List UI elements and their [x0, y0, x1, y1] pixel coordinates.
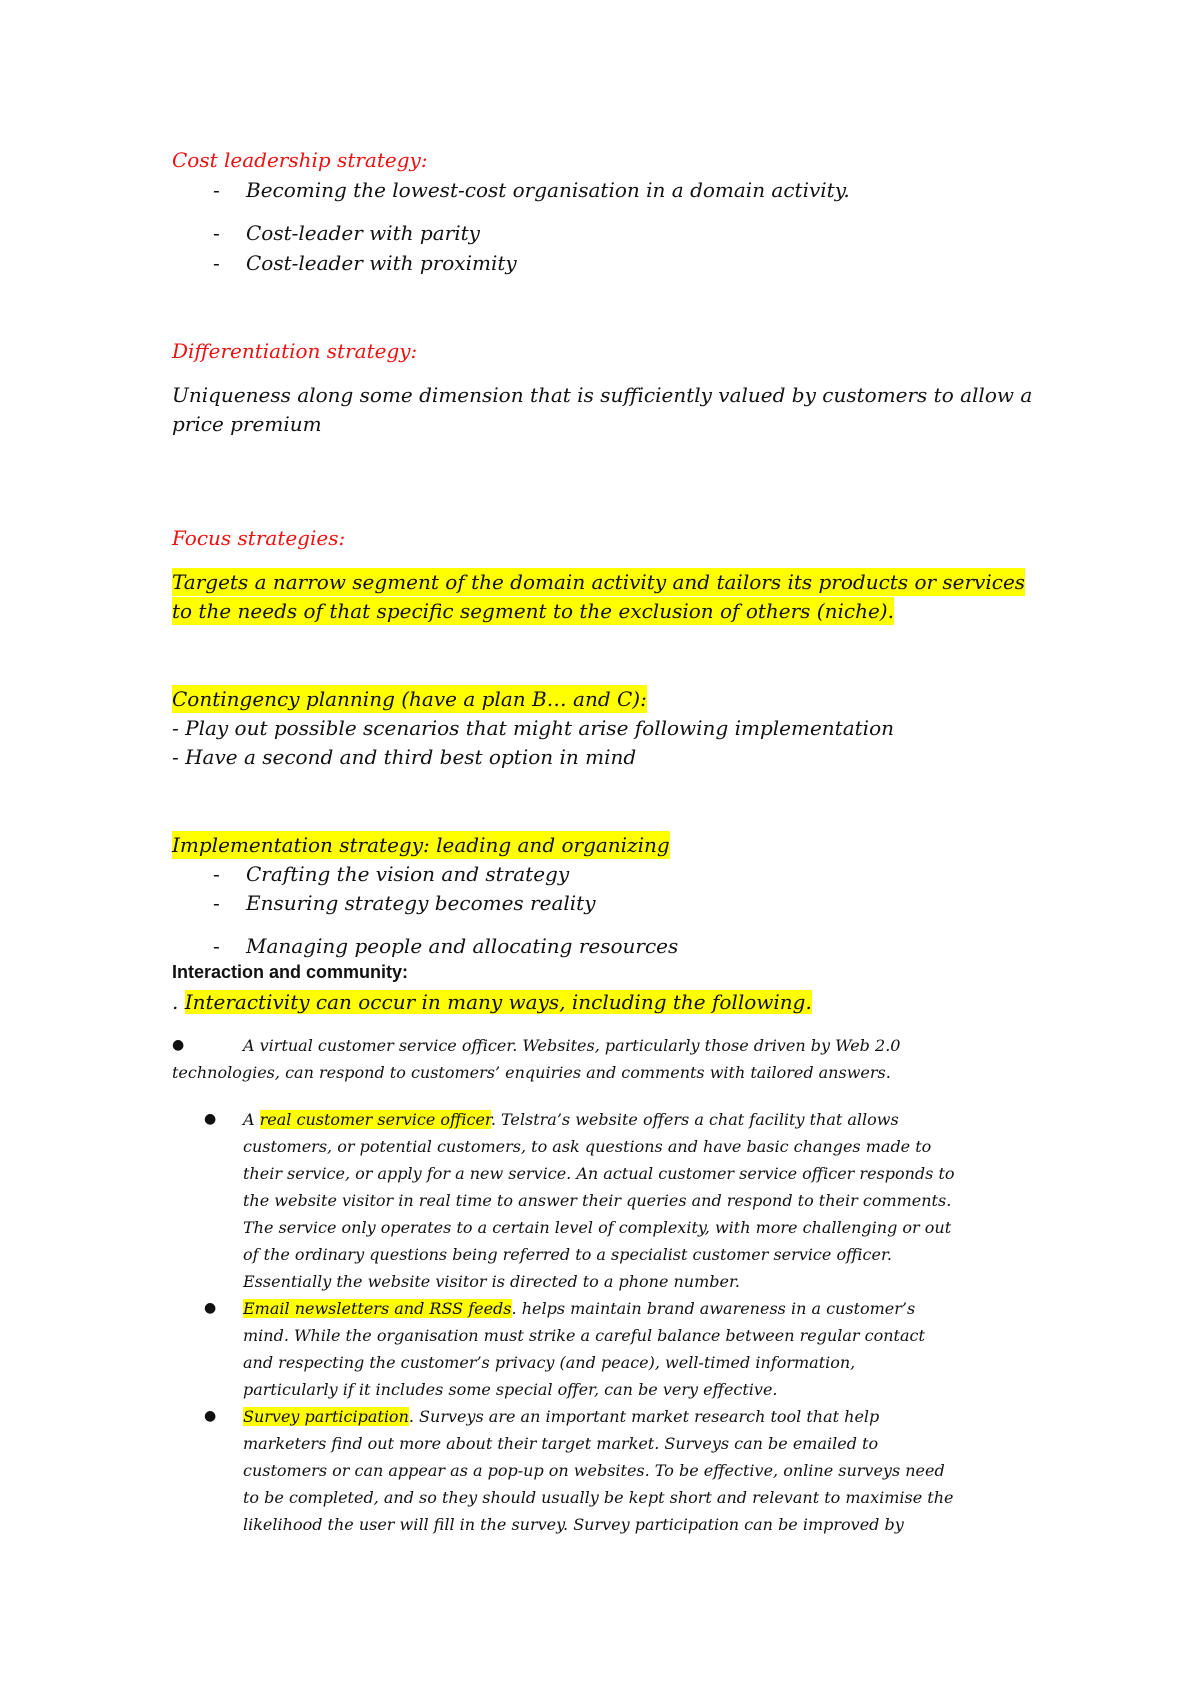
real-officer-line: their service, or apply for a new service. An actual customer service officer responds to — [243, 1164, 955, 1183]
virtual-officer-line: A virtual customer service officer. Websites, particularly those driven by Web 2.0 — [243, 1036, 901, 1055]
differentiation-line: price premium — [172, 412, 322, 436]
dash-marker: - — [213, 251, 220, 275]
dash-marker: - — [213, 221, 220, 245]
survey-highlight: Survey participation — [243, 1407, 409, 1426]
real-officer-rest: . Telstra’s website offers a chat facility that allows — [490, 1110, 899, 1129]
differentiation-line: Uniqueness along some dimension that is sufficiently valued by customers to allow a — [172, 383, 1033, 407]
email-line: particularly if it includes some special offer, can be very effective. — [243, 1380, 778, 1399]
survey-line: to be completed, and so they should usually be kept short and relevant to maximise the — [243, 1488, 954, 1507]
interaction-heading: Interaction and community: — [172, 962, 409, 982]
survey-line: marketers find out more about their target market. Surveys can be emailed to — [243, 1434, 879, 1453]
real-officer-first-line — [243, 1106, 899, 1133]
contingency-line: - Have a second and third best option in mind — [172, 745, 637, 769]
real-officer-line: customers, or potential customers, to ask questions and have basic changes made to — [243, 1137, 932, 1156]
bullet-dot: ● — [204, 1408, 217, 1424]
dash-marker: - — [213, 891, 220, 915]
differentiation-heading: Differentiation strategy: — [172, 339, 418, 363]
survey-rest: . Surveys are an important market research tool that help — [408, 1407, 880, 1426]
email-highlight: Email newsletters and RSS feeds — [243, 1299, 512, 1318]
implementation-heading: Implementation strategy: leading and organizing — [172, 833, 670, 857]
email-line: mind. While the organisation must strike a careful balance between regular contact — [243, 1326, 925, 1345]
survey-line: likelihood the user will fill in the survey. Survey participation can be improved by — [243, 1515, 904, 1534]
implementation-item: Ensuring strategy becomes reality — [246, 891, 596, 915]
bullet-dot: ● — [172, 1037, 185, 1053]
lead-prefix: . — [172, 990, 185, 1014]
real-officer-line: Essentially the website visitor is directed to a phone number. — [243, 1272, 740, 1291]
email-line: and respecting the customer’s privacy (and peace), well-timed information, — [243, 1353, 856, 1372]
dash-marker: - — [213, 862, 220, 886]
real-officer-line: The service only operates to a certain level of complexity, with more challenging or out — [243, 1218, 952, 1237]
virtual-officer-line: technologies, can respond to customers’ enquiries and comments with tailored answers. — [172, 1063, 891, 1082]
survey-line: customers or can appear as a pop-up on websites. To be effective, online surveys need — [243, 1461, 945, 1480]
bullet-dot: ● — [204, 1111, 217, 1127]
bullet-dot: ● — [204, 1300, 217, 1316]
email-first-line — [243, 1295, 915, 1322]
cost-heading: Cost leadership strategy: — [172, 148, 428, 172]
lead-highlight: Interactivity can occur in many ways, including the following. — [184, 990, 812, 1014]
cost-item: Cost-leader with proximity — [246, 251, 517, 275]
focus-line: to the needs of that specific segment to the exclusion of others (niche). — [172, 599, 894, 623]
cost-item: Cost-leader with parity — [246, 221, 480, 245]
survey-first-line — [243, 1403, 879, 1430]
contingency-line: - Play out possible scenarios that might arise following implementation — [172, 716, 894, 740]
interaction-lead — [172, 988, 812, 1016]
focus-line: Targets a narrow segment of the domain activity and tailors its products or services — [172, 570, 1026, 594]
implementation-item: Crafting the vision and strategy — [246, 862, 570, 886]
real-officer-line: of the ordinary questions being referred to a specialist customer service officer. — [243, 1245, 892, 1264]
cost-item: Becoming the lowest-cost organisation in a domain activity. — [246, 178, 850, 202]
focus-heading: Focus strategies: — [172, 526, 346, 550]
real-officer-prefix: A — [243, 1110, 260, 1129]
email-rest: . helps maintain brand awareness in a customer’s — [511, 1299, 916, 1318]
implementation-item: Managing people and allocating resources — [246, 934, 679, 958]
dash-marker: - — [213, 934, 220, 958]
contingency-heading: Contingency planning (have a plan B… and C): — [172, 687, 647, 711]
dash-marker: - — [213, 178, 220, 202]
real-officer-line: the website visitor in real time to answer their queries and respond to their comments. — [243, 1191, 952, 1210]
real-officer-highlight: real customer service officer — [259, 1110, 491, 1129]
